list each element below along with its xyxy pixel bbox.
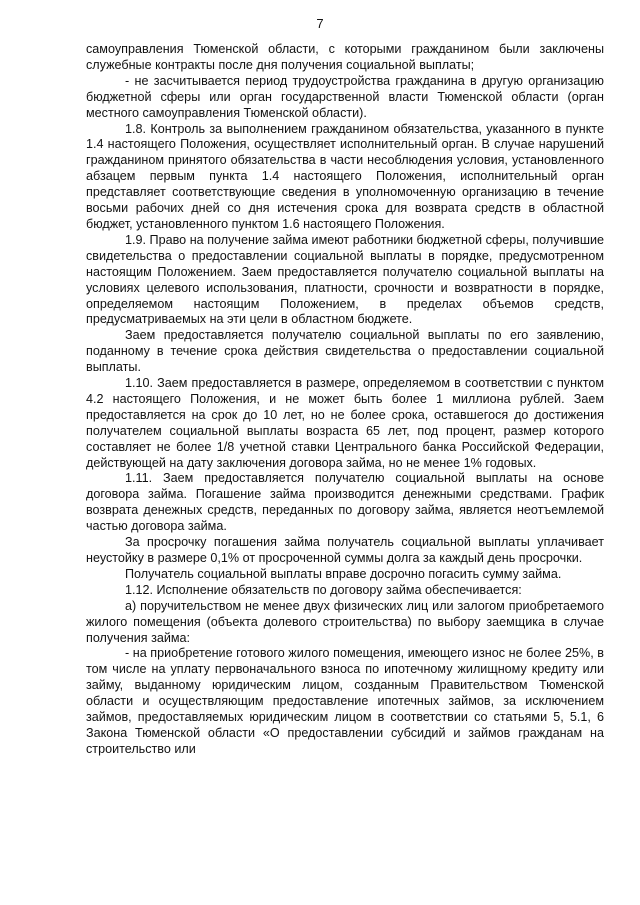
paragraph-employment-period: - не засчитывается период трудоустройства гражданина в другую организацию бюджетной сферы или орган государственной власти Тюменской области (орган местного самоуправления Тюменской области).	[86, 73, 604, 120]
paragraph-a-guarantee: а) поручительством не менее двух физических лиц или залогом приобретаемого жилого помещения (объекта долевого строительства) по выбору заемщика в случае получения займа:	[86, 598, 604, 645]
paragraph-ready-housing: - на приобретение готового жилого помещения, имеющего износ не более 25%, в том числе на уплату первоначального взноса по ипотечному жилищному кредиту или займу, выданному юридическим лицом, созданным Правительством Тюменской области и осуществляющим предоставление ипотечных займов, за исключением займов, предоставляемых юридическим лицом в соответствии со статьями 5, 5.1, 6 Закона Тюменской области «О предоставлении субсидий и займов гражданам на строительство или	[86, 646, 604, 756]
paragraph-1-8-control: 1.8. Контроль за выполнением гражданином обязательства, указанного в пункте 1.4 настоящего Положения, осуществляет исполнительный орган. В случае нарушений гражданином принятого обязательства в части несоблюдения условия, установленного абзацем первым пункта 1.4 настоящего Положения, исполнительный орган представляет соответствующие сведения в уполномоченную организацию в течение восьми рабочих дней со дня истечения срока для возврата средств в областной бюджет, установленного пунктом 1.6 настоящего Положения.	[86, 121, 604, 231]
document-body	[86, 42, 604, 758]
paragraph-1-12-security: 1.12. Исполнение обязательств по договору займа обеспечивается:	[125, 582, 522, 597]
page-number: 7	[316, 16, 324, 31]
paragraph-penalty: За просрочку погашения займа получатель социальной выплаты уплачивает неустойку в размере 0,1% от просроченной суммы долга за каждый день просрочки.	[86, 535, 604, 565]
paragraph-1-9-loan-right: 1.9. Право на получение займа имеют работники бюджетной сферы, получившие свидетельства о предоставлении социальной выплаты в порядке, предусмотренном настоящим Положением. Заем предоставляется получателю социальной выплаты на условиях целевого использования, платности, срочности и возвратности в порядке, определяемом настоящим Положением, в пределах объемов средств, предусматриваемых на эти цели в областном бюджете.	[86, 232, 604, 327]
paragraph-1-10-loan-amount: 1.10. Заем предоставляется в размере, определяемом в соответствии с пунктом 4.2 настоящего Положения, и не может быть более 1 миллиона рублей. Заем предоставляется на срок до 10 лет, но не более срока, оставшегося до достижения получателем социальной выплаты возраста 65 лет, под процент, размер которого составляет не более 1/8 учетной ставки Центрального банка Российской Федерации, действующей на дату заключения договора займа, но не менее 1% годовых.	[86, 376, 604, 470]
paragraph-1-11-loan-agreement: 1.11. Заем предоставляется получателю социальной выплаты на основе договора займа. Погашение займа производится денежными средствами. График возврата денежных средств, переданных по договору займа, является неотъемлемой частью договора займа.	[86, 471, 604, 534]
paragraph-loan-application: Заем предоставляется получателю социальной выплаты по его заявлению, поданному в течение срока действия свидетельства о предоставлении социальной выплаты.	[86, 328, 604, 375]
paragraph-early-repayment: Получатель социальной выплаты вправе досрочно погасить сумму займа.	[125, 566, 562, 581]
paragraph-continuation-self-government: самоуправления Тюменской области, с которыми гражданином были заключены служебные контракты после дня получения социальной выплаты;	[86, 42, 604, 72]
